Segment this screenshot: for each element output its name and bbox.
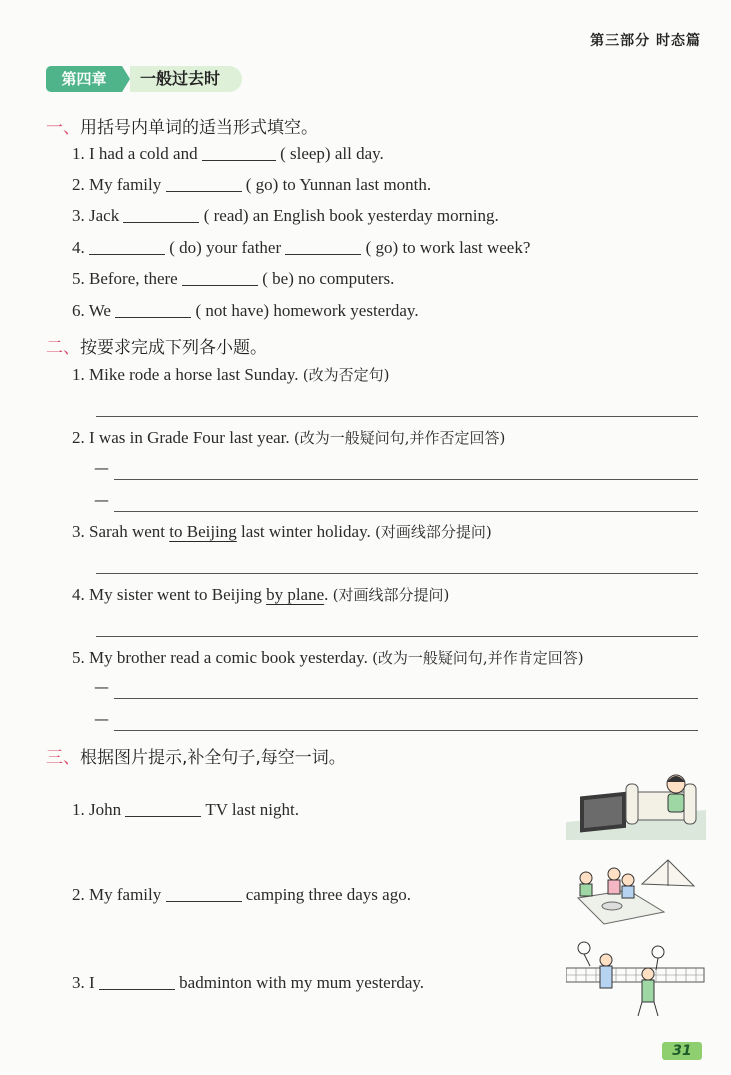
s1-item-1-blank[interactable]: [202, 159, 276, 161]
s2-item-2-answer-line-2[interactable]: [114, 511, 698, 512]
s2-item-2-text: 2. I was in Grade Four last year.: [72, 428, 290, 447]
chapter-title: 一般过去时: [140, 69, 221, 88]
s2-item-5-dash-1: —: [94, 678, 109, 696]
s1-item-6-blank[interactable]: [115, 316, 191, 318]
s3-item-2: [72, 885, 411, 905]
s2-item-2: [72, 427, 505, 448]
s1-item-4-blank-1[interactable]: [89, 253, 165, 255]
s2-item-4-answer-line[interactable]: [96, 636, 698, 637]
s1-item-3-text: 3. Jack: [72, 206, 120, 225]
s2-item-3-answer-line[interactable]: [96, 573, 698, 574]
section-2-number: 二、: [46, 338, 80, 358]
s3-item-3: [72, 973, 424, 993]
s1-item-4-blank-2[interactable]: [285, 253, 361, 255]
s2-item-2-hint: (改为一般疑问句,并作否定回答): [293, 429, 506, 447]
s3-item-2-blank[interactable]: [166, 900, 242, 902]
s1-item-4-text: 4.: [72, 238, 85, 257]
s2-item-3-hint: (对画线部分提问): [374, 523, 492, 541]
section-2-heading: [46, 333, 267, 358]
s1-item-2-text: 2. My family: [72, 175, 162, 194]
s2-item-4-hint: (对画线部分提问): [332, 586, 450, 604]
s3-item-3-text: 3. I: [72, 973, 95, 992]
s2-item-1-hint: (改为否定句): [302, 366, 390, 384]
s2-item-2-dash-2: —: [94, 491, 109, 509]
badminton-image: [566, 940, 706, 1020]
s3-item-2-text: 2. My family: [72, 885, 162, 904]
s3-item-1-rest: TV last night.: [205, 800, 299, 819]
section-3-number: 三、: [46, 748, 80, 768]
s2-item-5-answer-line-2[interactable]: [114, 730, 698, 731]
section-2-title: 按要求完成下列各小题。: [80, 338, 267, 358]
s1-item-1: [72, 144, 384, 164]
s2-item-5-answer-line-1[interactable]: [114, 698, 698, 699]
s2-item-2-dash-1: —: [94, 459, 109, 477]
s2-item-5: [72, 647, 584, 668]
s2-item-4: [72, 584, 449, 605]
s2-item-5-hint: (改为一般疑问句,并作肯定回答): [372, 649, 584, 667]
s3-item-1: [72, 800, 299, 820]
section-3-title: 根据图片提示,补全句子,每空一词。: [80, 748, 346, 768]
section-1-title: 用括号内单词的适当形式填空。: [80, 118, 318, 138]
s1-item-2: [72, 175, 431, 195]
s2-item-4-underlined: by plane: [266, 585, 325, 604]
chapter-arrow-icon: [122, 66, 130, 92]
s2-item-4-rest: .: [324, 585, 329, 604]
s2-item-5-dash-2: —: [94, 710, 109, 728]
camping-image: [568, 856, 698, 926]
s2-item-3-underlined: to Beijing: [169, 522, 237, 541]
part-header: 第三部分 时态篇: [590, 33, 701, 49]
s1-item-6: [72, 301, 419, 321]
s2-item-1: [72, 364, 389, 385]
s3-item-2-rest: camping three days ago.: [245, 885, 411, 904]
s1-item-3-rest: ( read) an English book yesterday morning.: [203, 206, 499, 225]
s2-item-4-text: 4. My sister went to Beijing: [72, 585, 267, 604]
s1-item-2-blank[interactable]: [166, 190, 242, 192]
s1-item-3: [72, 206, 499, 226]
s1-item-4-mid: ( do) your father: [169, 238, 282, 257]
s1-item-4: [72, 238, 530, 258]
s1-item-6-text: 6. We: [72, 301, 111, 320]
s2-item-3: [72, 521, 492, 542]
s1-item-6-rest: ( not have) homework yesterday.: [195, 301, 419, 320]
s2-item-3-rest: last winter holiday.: [236, 522, 371, 541]
s3-item-3-rest: badminton with my mum yesterday.: [179, 973, 425, 992]
section-1-number: 一、: [46, 118, 80, 138]
page-number: 31: [662, 1042, 702, 1060]
s2-item-3-text: 3. Sarah went: [72, 522, 170, 541]
section-1-heading: [46, 113, 318, 138]
tv-watching-image: [566, 770, 706, 840]
s1-item-1-text: 1. I had a cold and: [72, 144, 198, 163]
s1-item-5-blank[interactable]: [182, 284, 258, 286]
s1-item-5: [72, 269, 394, 289]
s3-item-3-blank[interactable]: [99, 988, 175, 990]
s1-item-4-rest: ( go) to work last week?: [365, 238, 531, 257]
s1-item-3-blank[interactable]: [123, 221, 199, 223]
s1-item-2-rest: ( go) to Yunnan last month.: [245, 175, 432, 194]
s1-item-5-text: 5. Before, there: [72, 269, 178, 288]
section-3-heading: [46, 743, 346, 768]
s3-item-1-text: 1. John: [72, 800, 122, 819]
s3-item-1-blank[interactable]: [125, 815, 201, 817]
s2-item-1-text: 1. Mike rode a horse last Sunday.: [72, 365, 299, 384]
s1-item-5-rest: ( be) no computers.: [262, 269, 395, 288]
chapter-badge: 第四章: [46, 66, 122, 92]
s2-item-1-answer-line[interactable]: [96, 416, 698, 417]
s1-item-1-rest: ( sleep) all day.: [280, 144, 384, 163]
s2-item-5-text: 5. My brother read a comic book yesterday.: [72, 648, 368, 667]
s2-item-2-answer-line-1[interactable]: [114, 479, 698, 480]
